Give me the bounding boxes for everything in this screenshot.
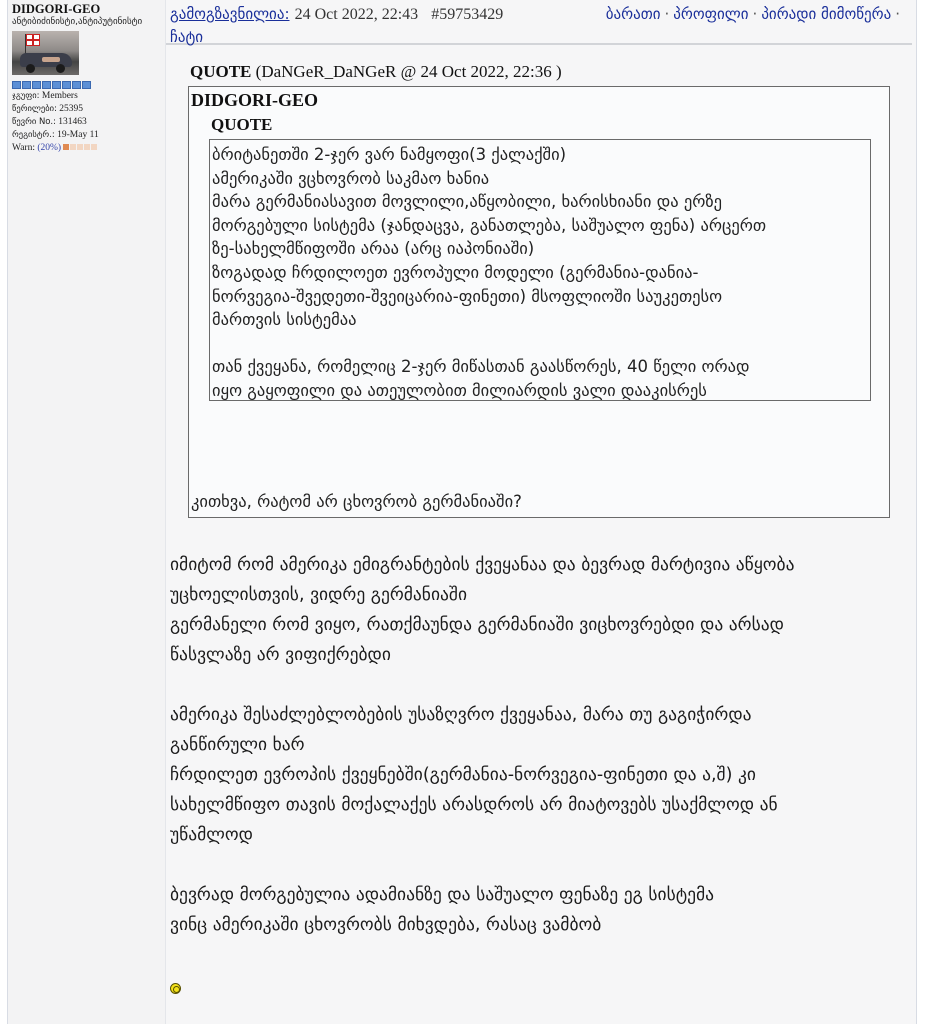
author-title: ანტიბიძინისტი,ანტიპუტინისტი [12, 17, 143, 27]
quote-question: კითხვა, რატომ არ ცხოვრობ გერმანიაში? [191, 492, 522, 511]
posts-value: 25395 [59, 104, 84, 114]
rank-pip [42, 81, 51, 89]
wheel [56, 64, 65, 73]
quote-box [188, 86, 890, 518]
reply-line [170, 670, 795, 700]
registered-label: რეგისტრ.: [12, 130, 55, 140]
reply-line: ჩრდილეთ ევროპის ქვეყნებში(გერმანია-ნორვეგია-ფინეთი და ა,შ) კი [170, 765, 756, 785]
inner-quote-label: QUOTE [211, 115, 273, 134]
inner-quote-line: მართვის სისტემაა [212, 310, 357, 330]
smiley-icon [170, 983, 181, 994]
rank-pip [12, 81, 21, 89]
separator: · [664, 5, 670, 23]
inner-quote-line: ნორვეგია-შვედეთი-შვეიცარია-ფინეთი) მსოფლიოში საუკეთესო [212, 286, 723, 306]
quote-meta: (DaNGeR_DaNGeR @ 24 Oct 2022, 22:36 ) [255, 62, 562, 81]
warn-box [63, 144, 69, 150]
wheel [26, 64, 35, 73]
author-posts [12, 103, 165, 116]
author-group [12, 90, 165, 103]
reply-line: განწირული ხარ [170, 735, 305, 755]
inner-quote-line: იყო გაყოფილი და ათეულობით მილიარდის ვალი დააკისრეს [212, 380, 707, 400]
posts-label: წერილები: [12, 104, 57, 114]
rank-pip [72, 81, 81, 89]
reply-line: უწამლოდ [170, 825, 253, 845]
warn-box [84, 144, 90, 150]
post-date: 24 Oct 2022, 22:43 [294, 6, 419, 23]
reply-line: წასვლაზე არ ვიფიქრებდი [170, 645, 391, 665]
group-value: Members [41, 91, 78, 101]
post-number[interactable]: #59753429 [431, 6, 504, 23]
author-registered [12, 129, 165, 142]
post-links [606, 3, 904, 25]
rank-pips [12, 81, 165, 89]
warn-level-bar [63, 143, 98, 153]
warn-box [91, 144, 97, 150]
registered-value: 19-May 11 [57, 130, 99, 140]
reply-line: ამერიკა შესაძლებლობების უსაზღვრო ქვეყანაა, მარა თუ გაგიჭირდა [170, 705, 752, 725]
reply-line: უცხოელისთვის, ვიდრე გერმანიაში [170, 585, 468, 605]
author-panel [8, 0, 166, 1024]
inner-quote-line: ზე-სახელმწიფოში არაა (არც იაპონიაში) [212, 239, 535, 259]
group-label: ჯგუფი: [12, 91, 40, 101]
inner-quote-line: ბრიტანეთში 2-ჯერ ვარ ნამყოფი(3 ქალაქში) [212, 145, 567, 164]
post-header [166, 0, 912, 45]
private-message-link[interactable]: პირადი მიმოწერა [761, 5, 892, 23]
chat-link[interactable]: ჩატი [170, 28, 204, 46]
reply-line: ვინც ამერიკაში ცხოვრობს მიხვდება, რასაც ვამბობ [170, 915, 602, 935]
quote-label: QUOTE [190, 62, 252, 81]
reply-body [170, 550, 795, 940]
reply-line: გერმანელი რომ ვიყო, რათქმაუნდა გერმანიაში ვიცხოვრებდი და არსად [170, 615, 784, 635]
quoted-author: DIDGORI-GEO [191, 90, 319, 110]
separator: · [752, 5, 758, 23]
rank-pip [82, 81, 91, 89]
author-warn [12, 142, 165, 155]
inner-quote-line: მარა გერმანიასავით მოვლილი,აწყობილი, ხარისხიანი და ერზე [212, 192, 722, 212]
reply-line: სახელმწიფო თავის მოქალაქეს არასდროს არ მიატოვებს უსაქმლოდ ან [170, 795, 778, 815]
georgian-flag-icon [26, 34, 40, 46]
card-link[interactable]: ბარათი [605, 5, 661, 23]
member-no-label: წევრი No.: [12, 117, 56, 127]
vehicle-stripe [42, 57, 60, 62]
warn-label: Warn: [12, 143, 35, 153]
rank-pip [32, 81, 41, 89]
reply-line: იმიტომ რომ ამერიკა ემიგრანტების ქვეყანაა და ბევრად მარტივია აწყობა [170, 555, 795, 575]
inner-quote-line: თან ქვეყანა, რომელიც 2-ჯერ მიწასთან გაასწორეს, 40 წელი ორად [212, 357, 750, 377]
sent-label-link[interactable]: გამოგზავნილია: [170, 5, 290, 23]
author-name[interactable]: DIDGORI-GEO [12, 2, 101, 16]
post-content [166, 0, 916, 1024]
inner-quote-line: მორგებული სისტემა (ჯანდაცვა, განათლება, საშუალო ფენა) არცერთ [212, 215, 767, 235]
inner-quote-line: ამერიკაში ვცხოვრობ საკმაო ხანია [212, 168, 490, 188]
rank-pip [22, 81, 31, 89]
inner-quote-line [212, 332, 868, 356]
rank-pip [62, 81, 71, 89]
inner-quote-box [209, 139, 871, 401]
rank-pip [52, 81, 61, 89]
profile-link[interactable]: პროფილი [673, 5, 749, 23]
warn-box [70, 144, 76, 150]
separator: · [895, 5, 900, 23]
forum-post [7, 0, 917, 1024]
warn-percent[interactable]: (20%) [37, 143, 62, 153]
reply-line: ბევრად მორგებულია ადამიანზე და საშუალო ფენაზე ეგ სისტემა [170, 885, 715, 905]
author-member-no [12, 116, 165, 129]
reply-line [170, 850, 795, 880]
inner-quote-line: ზოგადად ჩრდილოეთ ევროპული მოდელი (გერმანია-დანია- [212, 262, 699, 282]
member-no-value: 131463 [58, 117, 87, 127]
quote-header [190, 62, 562, 82]
warn-box [77, 144, 83, 150]
avatar[interactable] [12, 31, 79, 75]
